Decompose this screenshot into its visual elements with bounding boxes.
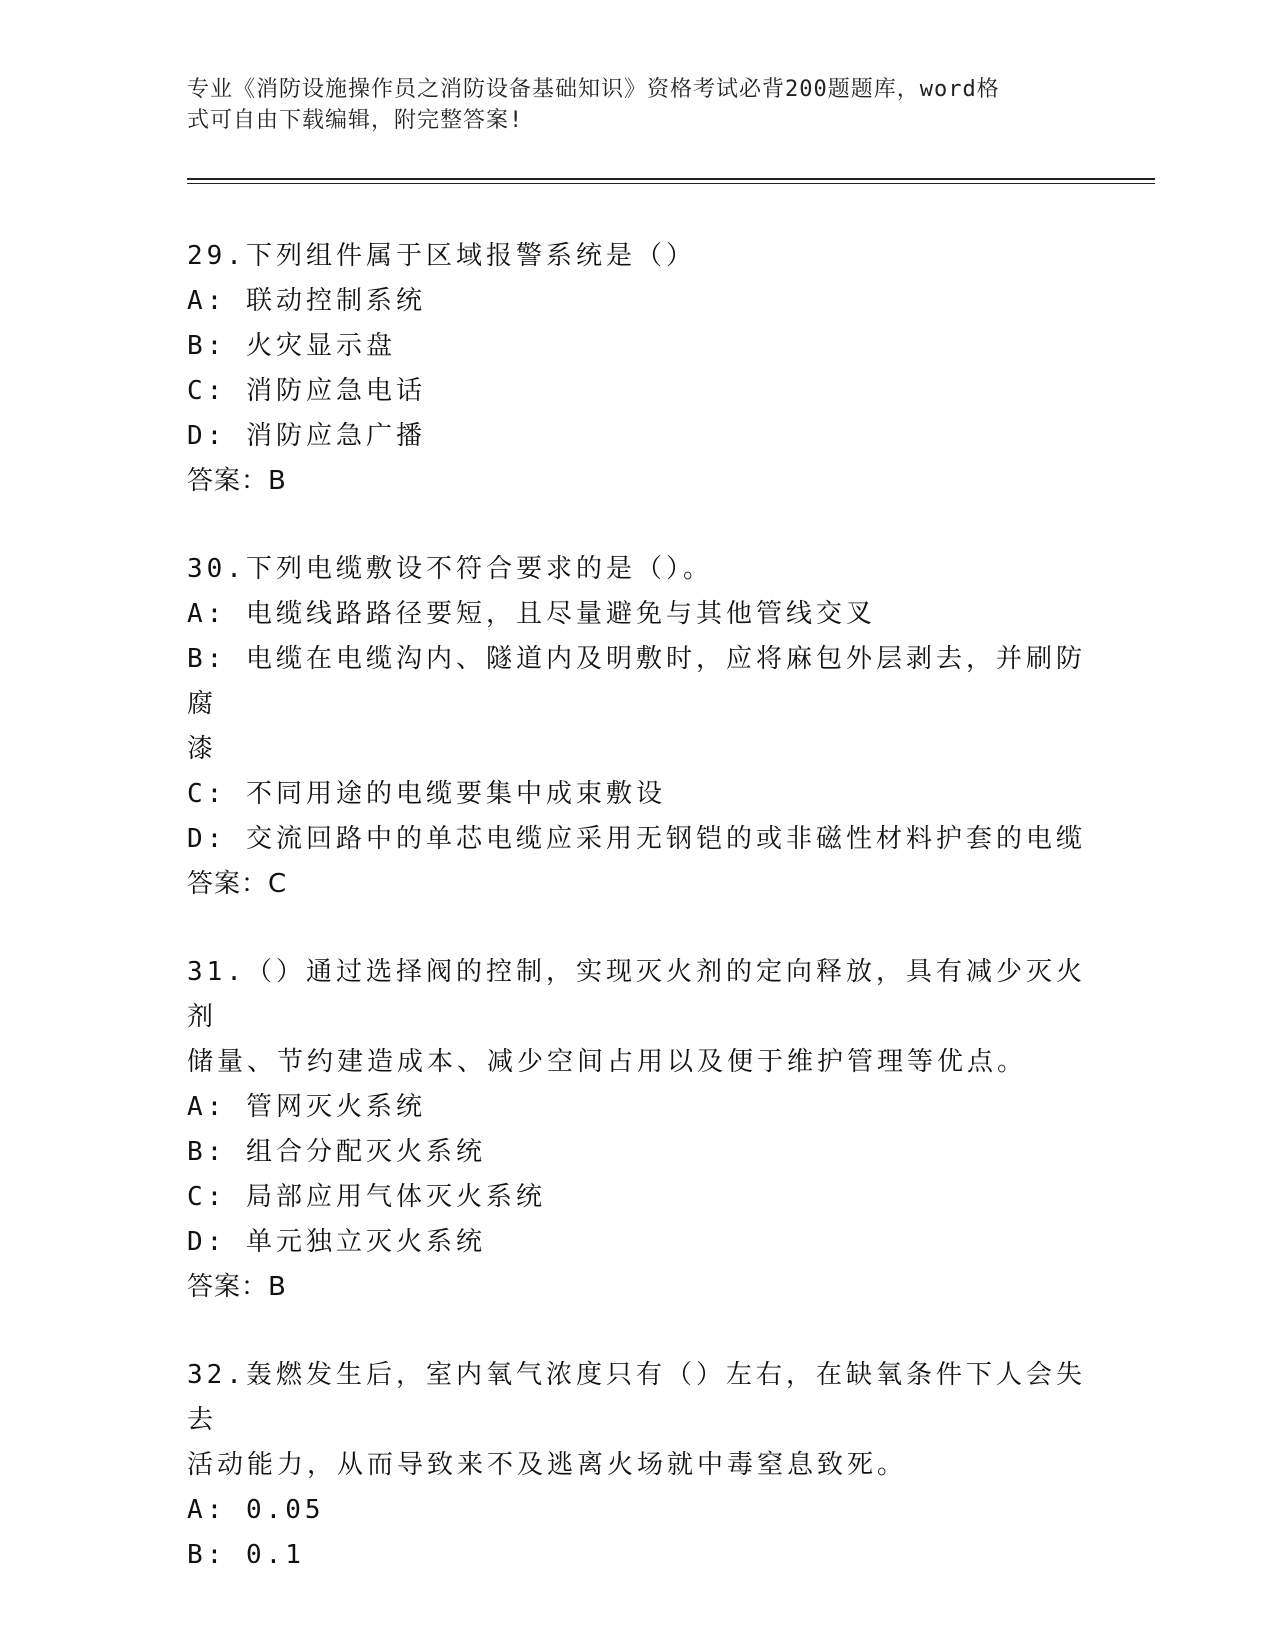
option-b-continued: 漆 [187,734,218,764]
header-line-1: 专业《消防设施操作员之消防设备基础知识》资格考试必背200题题库，word格 [187,77,1000,102]
option-b: B: 火灾显示盘 [187,331,396,361]
question-30 [187,547,1087,907]
question-29 [187,234,1087,504]
option-d: D: 消防应急广播 [187,421,426,451]
option-c: C: 局部应用气体灭火系统 [187,1182,546,1212]
option-c: C: 不同用途的电缆要集中成束敷设 [187,779,666,809]
question-stem-continued: 活动能力，从而导致来不及逃离火场就中毒窒息致死。 [187,1450,908,1480]
header-divider-thick [187,178,1155,180]
question-stem: 32.轰燃发生后，室内氧气浓度只有（）左右，在缺氧条件下人会失去 [187,1360,1086,1435]
option-b: B: 组合分配灭火系统 [187,1137,486,1167]
question-stem: 30.下列电缆敷设不符合要求的是（）。 [187,554,713,584]
option-a: A: 电缆线路路径要短，且尽量避免与其他管线交叉 [187,599,876,629]
option-d: D: 交流回路中的单芯电缆应采用无钢铠的或非磁性材料护套的电缆 [187,824,1086,854]
question-list [187,234,1087,1621]
answer-line: 答案：B [187,466,287,496]
question-stem: 29.下列组件属于区域报警系统是（） [187,241,696,271]
answer-line: 答案：C [187,869,288,899]
question-stem: 31.（）通过选择阀的控制，实现灭火剂的定向释放，具有减少灭火剂 [187,957,1086,1032]
header-divider-thin [187,183,1155,184]
option-a: A: 0.05 [187,1495,325,1525]
option-b: B: 电缆在电缆沟内、隧道内及明敷时，应将麻包外层剥去，并刷防腐 [187,644,1086,719]
question-stem-continued: 储量、节约建造成本、减少空间占用以及便于维护管理等优点。 [187,1047,1028,1077]
document-header [187,74,1067,136]
question-31 [187,950,1087,1310]
header-line-2: 式可自由下载编辑，附完整答案! [187,108,524,133]
answer-line: 答案：B [187,1272,287,1302]
option-b: B: 0.1 [187,1540,305,1570]
question-32 [187,1353,1087,1578]
option-c: C: 消防应急电话 [187,376,426,406]
option-d: D: 单元独立灭火系统 [187,1227,486,1257]
option-a: A: 联动控制系统 [187,286,426,316]
option-a: A: 管网灭火系统 [187,1092,426,1122]
